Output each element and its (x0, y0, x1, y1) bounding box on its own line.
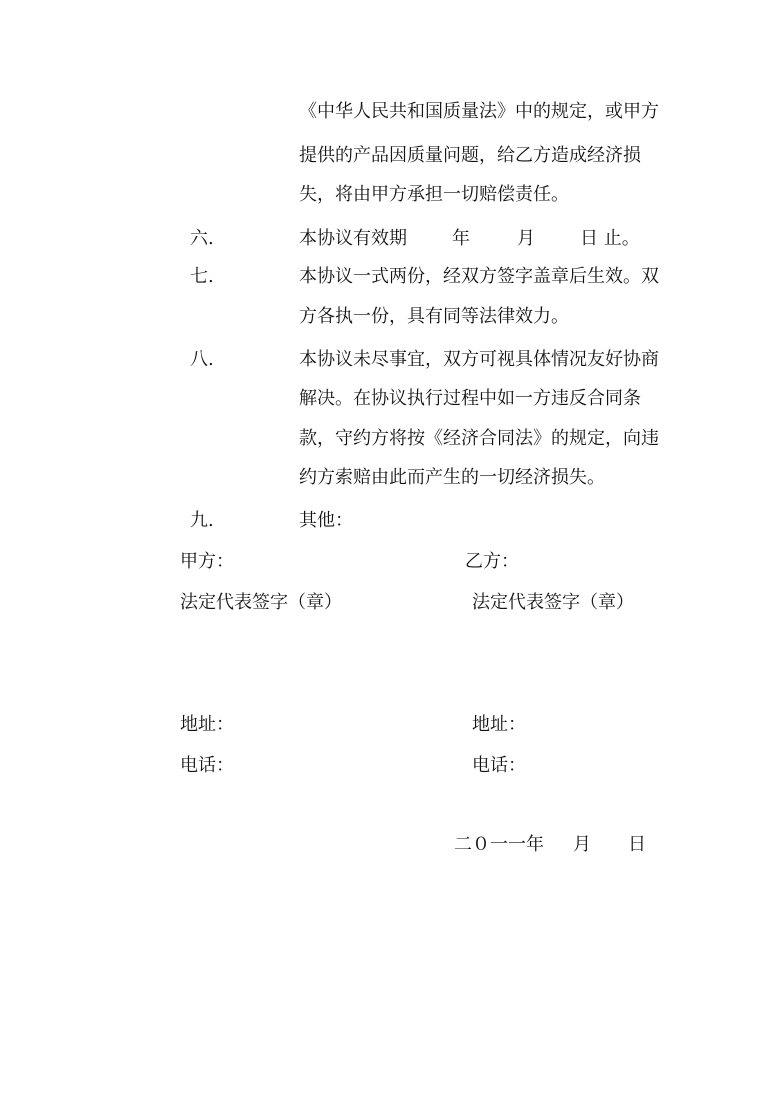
clause9-number: 九. (190, 510, 214, 531)
clause6-month-label: 月 (517, 228, 535, 249)
date-day: 日 (628, 834, 646, 855)
party-b-address: 地址： (472, 714, 526, 735)
party-a-signature: 法定代表签字（章） (180, 592, 342, 613)
clause7-number: 七. (190, 266, 214, 287)
clause7-line2: 方各执一份，具有同等法律效力。 (299, 306, 569, 327)
party-b-signature: 法定代表签字（章） (472, 592, 634, 613)
clause5-line2: 提供的产品因质量问题，给乙方造成经济损 (299, 145, 641, 166)
clause6-text: 本协议有效期 (299, 228, 407, 249)
party-a-address: 地址： (180, 714, 234, 735)
clause8-line1: 本协议未尽事宜，双方可视具体情况友好协商 (299, 349, 659, 370)
clause7-line1: 本协议一式两份，经双方签字盖章后生效。双 (299, 266, 659, 287)
party-a-label: 甲方： (180, 551, 234, 572)
clause9-text: 其他： (299, 510, 353, 531)
party-b-label: 乙方： (465, 551, 519, 572)
party-b-phone: 电话： (472, 755, 526, 776)
clause5-line1: 《中华人民共和国质量法》中的规定，或甲方 (299, 101, 659, 122)
date-month: 月 (573, 834, 591, 855)
clause8-line3: 款，守约方将按《经济合同法》的规定，向违 (299, 428, 659, 449)
party-a-phone: 电话： (180, 755, 234, 776)
clause8-line4: 约方索赔由此而产生的一切经济损失。 (299, 467, 605, 488)
clause8-line2: 解决。在协议执行过程中如一方违反合同条 (299, 388, 641, 409)
clause6-number: 六. (190, 228, 214, 249)
clause6-year-label: 年 (452, 228, 470, 249)
clause5-line3: 失，将由甲方承担一切赔偿责任。 (299, 184, 569, 205)
clause8-number: 八. (190, 349, 214, 370)
clause6-day-end: 日 止。 (580, 228, 640, 249)
date-year: 二０一一年 (454, 834, 544, 855)
